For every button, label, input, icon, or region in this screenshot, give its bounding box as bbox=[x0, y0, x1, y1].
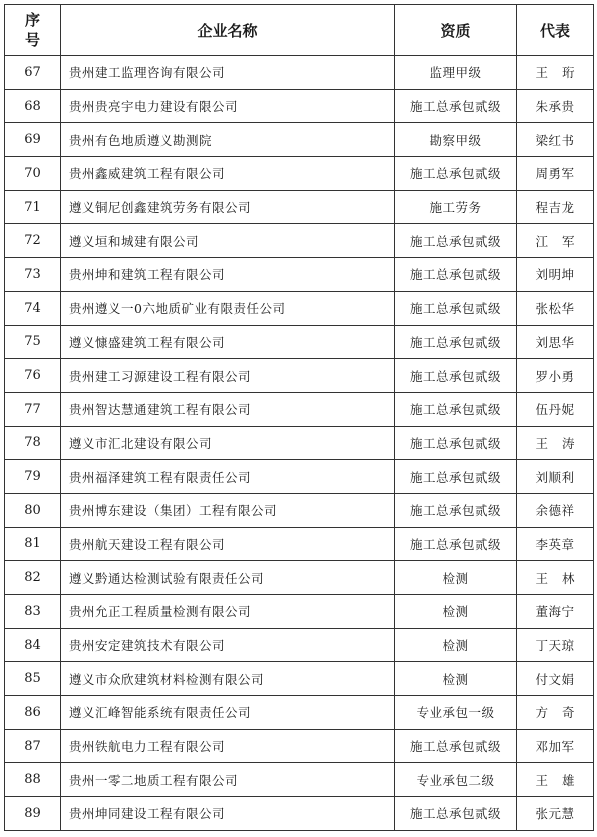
table-row bbox=[5, 662, 594, 696]
table-row bbox=[5, 56, 594, 90]
serial-number-cell: 70 bbox=[5, 157, 61, 191]
table-row bbox=[5, 359, 594, 393]
qualification-cell: 专业承包二级 bbox=[395, 763, 517, 797]
serial-number-cell: 76 bbox=[5, 359, 61, 393]
table-row bbox=[5, 628, 594, 662]
enterprise-name-cell: 遵义市汇北建设有限公司 bbox=[61, 426, 395, 460]
table-row bbox=[5, 157, 594, 191]
enterprise-name-cell: 遵义慷盛建筑工程有限公司 bbox=[61, 325, 395, 359]
table-header bbox=[5, 5, 594, 56]
enterprise-name-cell: 遵义黔通达检测试验有限责任公司 bbox=[61, 561, 395, 595]
qualification-cell: 施工总承包贰级 bbox=[395, 729, 517, 763]
qualification-cell: 施工总承包贰级 bbox=[395, 797, 517, 831]
table-row bbox=[5, 123, 594, 157]
representative-cell: 张元慧 bbox=[517, 797, 594, 831]
enterprise-name-cell: 遵义垣和城建有限公司 bbox=[61, 224, 395, 258]
serial-number-cell: 86 bbox=[5, 696, 61, 730]
header-enterprise-name: 企业名称 bbox=[61, 5, 395, 56]
header-row bbox=[5, 5, 594, 56]
table-row bbox=[5, 729, 594, 763]
enterprise-name-cell: 贵州允正工程质量检测有限公司 bbox=[61, 595, 395, 629]
representative-cell: 丁天琼 bbox=[517, 628, 594, 662]
qualification-cell: 施工总承包贰级 bbox=[395, 224, 517, 258]
enterprise-name-cell: 贵州建工监理咨询有限公司 bbox=[61, 56, 395, 90]
qualification-cell: 施工总承包贰级 bbox=[395, 426, 517, 460]
enterprise-name-cell: 贵州博东建设（集团）工程有限公司 bbox=[61, 493, 395, 527]
qualification-cell: 检测 bbox=[395, 628, 517, 662]
serial-number-cell: 88 bbox=[5, 763, 61, 797]
qualification-cell: 施工总承包贰级 bbox=[395, 359, 517, 393]
enterprise-name-cell: 贵州鑫威建筑工程有限公司 bbox=[61, 157, 395, 191]
serial-number-cell: 82 bbox=[5, 561, 61, 595]
serial-number-cell: 73 bbox=[5, 258, 61, 292]
table-row bbox=[5, 426, 594, 460]
representative-cell: 刘思华 bbox=[517, 325, 594, 359]
representative-cell: 刘顺利 bbox=[517, 460, 594, 494]
representative-cell: 李英章 bbox=[517, 527, 594, 561]
serial-number-cell: 78 bbox=[5, 426, 61, 460]
header-serial-number-text: 序号 bbox=[25, 11, 41, 49]
representative-cell: 朱承贵 bbox=[517, 89, 594, 123]
enterprise-name-cell: 贵州贵亮宇电力建设有限公司 bbox=[61, 89, 395, 123]
qualification-cell: 施工总承包贰级 bbox=[395, 325, 517, 359]
serial-number-cell: 84 bbox=[5, 628, 61, 662]
enterprise-name-cell: 贵州铁航电力工程有限公司 bbox=[61, 729, 395, 763]
qualification-cell: 检测 bbox=[395, 561, 517, 595]
serial-number-cell: 80 bbox=[5, 493, 61, 527]
table-row bbox=[5, 797, 594, 831]
qualification-cell: 施工总承包贰级 bbox=[395, 527, 517, 561]
representative-cell: 王雄 bbox=[517, 763, 594, 797]
enterprise-name-cell: 贵州安定建筑技术有限公司 bbox=[61, 628, 395, 662]
qualification-cell: 施工总承包贰级 bbox=[395, 392, 517, 426]
representative-cell: 梁红书 bbox=[517, 123, 594, 157]
header-serial-number bbox=[5, 5, 61, 56]
representative-cell: 方奇 bbox=[517, 696, 594, 730]
representative-cell: 王涛 bbox=[517, 426, 594, 460]
qualification-cell: 施工总承包贰级 bbox=[395, 291, 517, 325]
enterprise-name-cell: 贵州遵义一0六地质矿业有限责任公司 bbox=[61, 291, 395, 325]
serial-number-cell: 83 bbox=[5, 595, 61, 629]
qualification-cell: 检测 bbox=[395, 595, 517, 629]
representative-cell: 程吉龙 bbox=[517, 190, 594, 224]
representative-cell: 伍丹妮 bbox=[517, 392, 594, 426]
representative-cell: 张松华 bbox=[517, 291, 594, 325]
header-qualification: 资质 bbox=[395, 5, 517, 56]
enterprise-name-cell: 贵州福泽建筑工程有限责任公司 bbox=[61, 460, 395, 494]
table-row bbox=[5, 258, 594, 292]
table-row bbox=[5, 763, 594, 797]
representative-cell: 邓加军 bbox=[517, 729, 594, 763]
table-row bbox=[5, 325, 594, 359]
serial-number-cell: 79 bbox=[5, 460, 61, 494]
representative-cell: 罗小勇 bbox=[517, 359, 594, 393]
qualification-cell: 施工总承包贰级 bbox=[395, 89, 517, 123]
serial-number-cell: 75 bbox=[5, 325, 61, 359]
qualification-cell: 施工总承包贰级 bbox=[395, 493, 517, 527]
qualification-cell: 专业承包一级 bbox=[395, 696, 517, 730]
qualification-cell: 施工总承包贰级 bbox=[395, 157, 517, 191]
table-row bbox=[5, 696, 594, 730]
representative-cell: 江军 bbox=[517, 224, 594, 258]
table-row bbox=[5, 224, 594, 258]
enterprise-name-cell: 贵州一零二地质工程有限公司 bbox=[61, 763, 395, 797]
serial-number-cell: 81 bbox=[5, 527, 61, 561]
header-representative: 代表 bbox=[517, 5, 594, 56]
serial-number-cell: 72 bbox=[5, 224, 61, 258]
representative-cell: 刘明坤 bbox=[517, 258, 594, 292]
representative-cell: 董海宁 bbox=[517, 595, 594, 629]
enterprise-name-cell: 遵义汇峰智能系统有限责任公司 bbox=[61, 696, 395, 730]
table-row bbox=[5, 392, 594, 426]
representative-cell: 王林 bbox=[517, 561, 594, 595]
representative-cell: 余德祥 bbox=[517, 493, 594, 527]
serial-number-cell: 89 bbox=[5, 797, 61, 831]
serial-number-cell: 85 bbox=[5, 662, 61, 696]
enterprise-name-cell: 贵州建工习源建设工程有限公司 bbox=[61, 359, 395, 393]
table-row bbox=[5, 595, 594, 629]
enterprise-table bbox=[4, 4, 594, 831]
table-row bbox=[5, 291, 594, 325]
enterprise-name-cell: 贵州有色地质遵义勘测院 bbox=[61, 123, 395, 157]
qualification-cell: 施工总承包贰级 bbox=[395, 258, 517, 292]
enterprise-name-cell: 贵州智达慧通建筑工程有限公司 bbox=[61, 392, 395, 426]
qualification-cell: 施工总承包贰级 bbox=[395, 460, 517, 494]
table-row bbox=[5, 493, 594, 527]
serial-number-cell: 71 bbox=[5, 190, 61, 224]
enterprise-name-cell: 贵州坤同建设工程有限公司 bbox=[61, 797, 395, 831]
enterprise-name-cell: 遵义市众欣建筑材料检测有限公司 bbox=[61, 662, 395, 696]
qualification-cell: 监理甲级 bbox=[395, 56, 517, 90]
enterprise-name-cell: 贵州坤和建筑工程有限公司 bbox=[61, 258, 395, 292]
serial-number-cell: 67 bbox=[5, 56, 61, 90]
table-row bbox=[5, 561, 594, 595]
representative-cell: 付文娟 bbox=[517, 662, 594, 696]
qualification-cell: 勘察甲级 bbox=[395, 123, 517, 157]
enterprise-name-cell: 遵义铜尼创鑫建筑劳务有限公司 bbox=[61, 190, 395, 224]
enterprise-name-cell: 贵州航天建设工程有限公司 bbox=[61, 527, 395, 561]
qualification-cell: 检测 bbox=[395, 662, 517, 696]
serial-number-cell: 77 bbox=[5, 392, 61, 426]
representative-cell: 周勇军 bbox=[517, 157, 594, 191]
serial-number-cell: 69 bbox=[5, 123, 61, 157]
serial-number-cell: 68 bbox=[5, 89, 61, 123]
table-body bbox=[5, 56, 594, 831]
table-row bbox=[5, 190, 594, 224]
table-row bbox=[5, 89, 594, 123]
representative-cell: 王珩 bbox=[517, 56, 594, 90]
table-row bbox=[5, 460, 594, 494]
qualification-cell: 施工劳务 bbox=[395, 190, 517, 224]
serial-number-cell: 74 bbox=[5, 291, 61, 325]
serial-number-cell: 87 bbox=[5, 729, 61, 763]
table-row bbox=[5, 527, 594, 561]
